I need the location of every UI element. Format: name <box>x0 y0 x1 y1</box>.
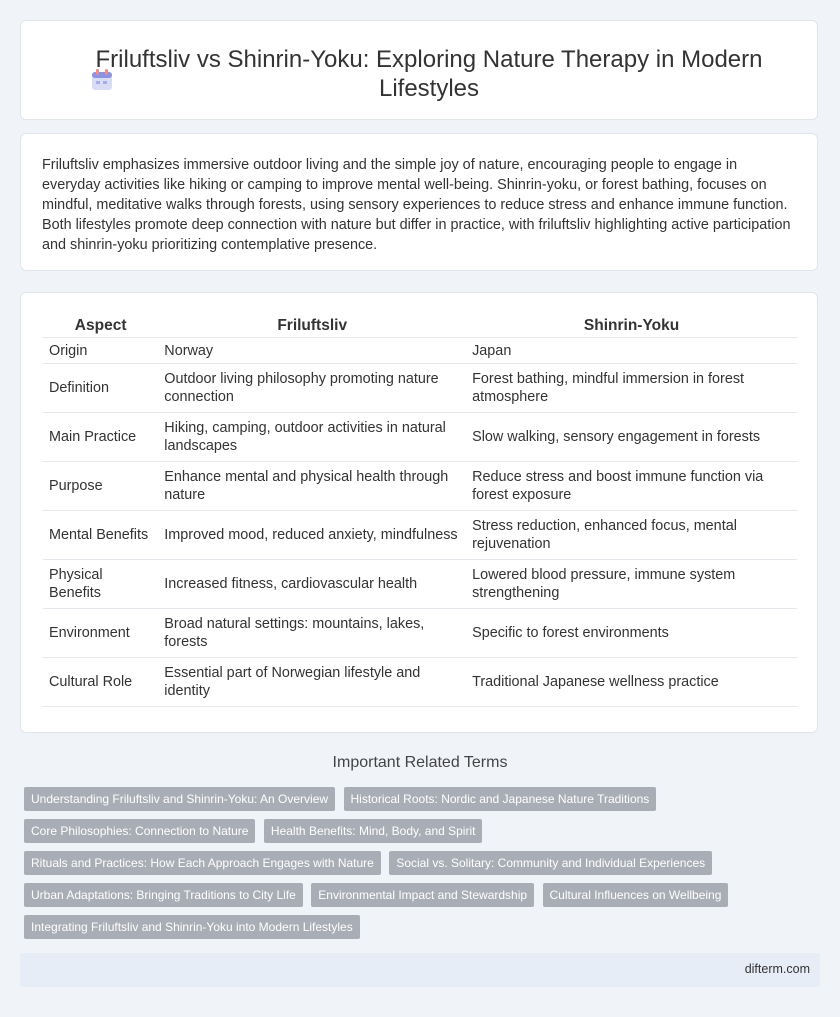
related-tags <box>24 787 824 947</box>
related-tag[interactable]: Core Philosophies: Connection to Nature <box>24 819 255 843</box>
table-cell: Main Practice <box>43 413 158 462</box>
table-row <box>43 511 797 560</box>
related-tag[interactable]: Understanding Friluftsliv and Shinrin-Yoku: An Overview <box>24 787 335 811</box>
table-header-row <box>43 315 797 338</box>
table-cell: Broad natural settings: mountains, lakes, forests <box>158 609 466 658</box>
table-cell: Traditional Japanese wellness practice <box>466 658 797 707</box>
related-tag[interactable]: Historical Roots: Nordic and Japanese Nature Traditions <box>344 787 657 811</box>
related-tag[interactable]: Social vs. Solitary: Community and Individual Experiences <box>389 851 712 875</box>
table-row <box>43 560 797 609</box>
table-cell: Cultural Role <box>43 658 158 707</box>
related-tag[interactable]: Integrating Friluftsliv and Shinrin-Yoku into Modern Lifestyles <box>24 915 360 939</box>
table-cell: Purpose <box>43 462 158 511</box>
table-cell: Stress reduction, enhanced focus, mental rejuvenation <box>466 511 797 560</box>
header-card <box>20 20 818 120</box>
header-shinrin-yoku: Shinrin-Yoku <box>466 315 797 338</box>
table-cell: Improved mood, reduced anxiety, mindfulness <box>158 511 466 560</box>
table-cell: Specific to forest environments <box>466 609 797 658</box>
table-row <box>43 462 797 511</box>
related-tag[interactable]: Urban Adaptations: Bringing Traditions to City Life <box>24 883 303 907</box>
comparison-card <box>20 292 818 733</box>
footer <box>20 953 820 987</box>
table-cell: Physical Benefits <box>43 560 158 609</box>
table-cell: Origin <box>43 338 158 364</box>
table-cell: Environment <box>43 609 158 658</box>
table-cell: Definition <box>43 364 158 413</box>
table-cell: Enhance mental and physical health through nature <box>158 462 466 511</box>
table-cell: Forest bathing, mindful immersion in forest atmosphere <box>466 364 797 413</box>
table-cell: Japan <box>466 338 797 364</box>
related-tag[interactable]: Rituals and Practices: How Each Approach Engages with Nature <box>24 851 381 875</box>
comparison-table <box>43 315 797 707</box>
table-cell: Lowered blood pressure, immune system strengthening <box>466 560 797 609</box>
table-row <box>43 609 797 658</box>
related-tag[interactable]: Cultural Influences on Wellbeing <box>543 883 729 907</box>
header-aspect: Aspect <box>43 315 158 338</box>
table-cell: Hiking, camping, outdoor activities in natural landscapes <box>158 413 466 462</box>
table-row <box>43 658 797 707</box>
table-cell: Slow walking, sensory engagement in forests <box>466 413 797 462</box>
table-row <box>43 364 797 413</box>
page-title: Friluftsliv vs Shinrin-Yoku: Exploring Nature Therapy in Modern Lifestyles <box>95 46 763 102</box>
table-row <box>43 338 797 364</box>
table-cell: Increased fitness, cardiovascular health <box>158 560 466 609</box>
table-cell: Mental Benefits <box>43 511 158 560</box>
intro-text: Friluftsliv emphasizes immersive outdoor living and the simple joy of nature, encouraging people to engage in everyday activities like hiking or camping to improve mental well-being. Shinrin-yoku, or forest bathing, focuses on mindful, meditative walks through forests, using sensory experiences to reduce stress and enhance immune function. Both lifestyles promote deep connection with nature but differ in practice, with friluftsliv highlighting active participation and shinrin-yoku prioritizing contemplative presence. <box>42 157 791 253</box>
table-cell: Norway <box>158 338 466 364</box>
footer-site-link[interactable]: difterm.com <box>744 962 810 976</box>
table-cell: Outdoor living philosophy promoting nature connection <box>158 364 466 413</box>
table-cell: Essential part of Norwegian lifestyle and identity <box>158 658 466 707</box>
header-friluftsliv: Friluftsliv <box>158 315 466 338</box>
related-tag[interactable]: Health Benefits: Mind, Body, and Spirit <box>264 819 483 843</box>
intro-card <box>20 133 818 271</box>
related-terms-heading: Important Related Terms <box>332 754 508 771</box>
table-row <box>43 413 797 462</box>
table-cell: Reduce stress and boost immune function via forest exposure <box>466 462 797 511</box>
related-tag[interactable]: Environmental Impact and Stewardship <box>311 883 534 907</box>
